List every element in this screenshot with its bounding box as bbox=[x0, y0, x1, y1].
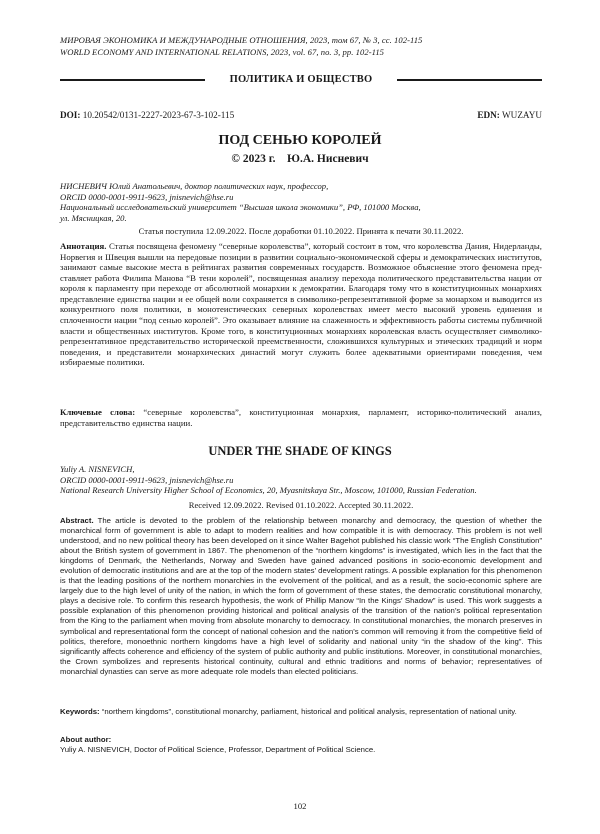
author-line: National Research University Higher School of Economics, 20, Myasnitskaya Str., Moscow, 101000, Russian Federation. bbox=[60, 485, 477, 496]
doi bbox=[60, 110, 234, 121]
keywords-en-label: Keywords: bbox=[60, 707, 100, 716]
author-info-ru bbox=[60, 181, 542, 223]
journal-header-ru: МИРОВАЯ ЭКОНОМИКА И МЕЖДУНАРОДНЫЕ ОТНОШЕНИЯ, 2023, том 67, № 3, сс. 102-115 bbox=[60, 35, 423, 45]
journal-header-en: WORLD ECONOMY AND INTERNATIONAL RELATIONS, 2023, vol. 67, no. 3, pp. 102-115 bbox=[60, 47, 385, 57]
keywords-ru-label: Ключевые слова: bbox=[60, 407, 136, 417]
keywords-ru bbox=[60, 407, 542, 428]
article-title-ru: ПОД СЕНЬЮ КОРОЛЕЙ bbox=[218, 133, 382, 148]
about-author-label: About author: bbox=[60, 735, 112, 744]
section-heading: ПОЛИТИКА И ОБЩЕСТВО bbox=[229, 74, 373, 85]
about-author bbox=[60, 735, 542, 755]
author-line: ул. Мясницкая, 20. bbox=[60, 212, 127, 223]
keywords-ru-text: “северные королевства”, конституционная монархия, парламент, историко-политический анализ, представительство единства нации. bbox=[60, 407, 542, 428]
abstract-en-label: Abstract. bbox=[60, 516, 94, 525]
author-line: Yuliy A. NISNEVICH, bbox=[60, 464, 135, 474]
abstract-en-text: The article is devoted to the problem of the relationship between monarchy and democracy, the question of whether the monarchical form of government is able to adapt to modern realities and how compatible it is with democracy. This problem is not well understood, and no new political theory has been developed on it since Walter Bagehot published his classic work “The English Constitution” about the British system of government in 1867. The phenomenon of the “northern kingdoms” is investigated, which lies in the fact that the kingdoms of Denmark, the Netherlands, Norway and Sweden have gained advanced positions in socio-economic development and evolution of democratic institutions and are at the top of the modern states’ development ratings. A possible explanation for this phenomenon is that the leading positions of the northern monarchies in the evolvement of the political, and as a result, the socio-economic sphere are largely due to the high level of unity of the nation, in which the form of government of these states, the democratic constitutional monarchy, plays a decisive role. To confirm this research hypothesis, the work of Phillip Manow “In the Kings’ Shadow” is used. This work suggests a possible explanation of this phenomenon providing historical and political analysis of the transition of the nation’s political representation from the King to the parliament when moving from absolute monarchy to democracy. In constitutional monarchies, the monarch preserves in symbolical and representational form the concept of national cohesion and the nation’s common will removing it from the competitive field of politics, therefore, monoethnic northern kingdoms have a high level of solidarity and national unity “in the shadow of the king”. This significantly affects coherence and efficiency of the system of public authority and public institutions. Moreover, in constitutional monarchies, the Crown symbolizes and represents historical continuity, cultural and ethnic traditions and norms of behavior; representatives of monarchial dynasties can serve as more adequate role models than elected politicians. bbox=[60, 516, 542, 676]
author-info-en bbox=[60, 464, 542, 496]
edn bbox=[477, 110, 542, 121]
abstract-ru-text: Статья посвящена феномену “северные королевства”, который состоит в том, что королевства Дания, Нидерланды, Норвегия и Швеция вышли на передовые позиции в развитии социально-экономической сферы и демократических институтов, занимают самые высокие места в рейтингах развития современных государств. Возможное объяснение этого феномена представляет работа Филипа Манова “В тени королей”, посвященная анализу перехода политического представительства нации от короля к парламенту при переходе от абсолютной монархии к демократии. Благодаря тому что в конституционных монархиях представление единства нации и ее общей воли сохраняется в символико-репрезентативной форме за монархом и выводится из конкурентного поля политики, в монотеистических северных королевствах имеет место высокий уровень единения и сплоченности нации “под сенью королей”. Это оказывает влияние на слаженность и эффективность работы системы публичной власти и общественных институтов. Кроме того, в конституционных монархиях королевская власть осуществляет символико-репрезентативное представительство исторической преемственности, сложившихся культурных и этических традиций и норм поведения, и представители монархических династий могут служить более адекватными ориентирами поведения, чем избираемые политики. bbox=[60, 241, 542, 368]
section-heading-row bbox=[60, 73, 542, 87]
doi-label: DOI: bbox=[60, 110, 81, 120]
page-number: 102 bbox=[293, 801, 307, 811]
abstract-ru bbox=[60, 241, 542, 368]
abstract-ru-label: Аннотация. bbox=[60, 241, 107, 251]
article-title-en: UNDER THE SHADE OF KINGS bbox=[208, 444, 392, 458]
keywords-en-text: “northern kingdoms”, constitutional monarchy, parliament, historical and political analysis, representation of national unity. bbox=[101, 707, 517, 716]
author-line: НИСНЕВИЧ Юлий Анатольевич, доктор политических наук, профессор, bbox=[60, 181, 329, 191]
dates-en: Received 12.09.2022. Revised 01.10.2022. Accepted 30.11.2022. bbox=[188, 500, 414, 510]
doi-value: 10.20542/0131-2227-2023-67-3-102-115 bbox=[82, 110, 235, 120]
edn-value: WUZAYU bbox=[502, 110, 542, 120]
article-byline: © 2023 г. Ю.А. Нисневич bbox=[231, 153, 369, 165]
author-line: ORCID 0000-0001-9911-9623, jnisnevich@hse.ru bbox=[60, 474, 234, 485]
section-rule-right bbox=[397, 79, 542, 81]
edn-label: EDN: bbox=[477, 110, 500, 120]
dates-ru: Статья поступила 12.09.2022. После доработки 01.10.2022. Принята к печати 30.11.2022. bbox=[138, 226, 464, 236]
abstract-en bbox=[60, 516, 542, 677]
author-line: ORCID 0000-0001-9911-9623, jnisnevich@hse.ru bbox=[60, 191, 234, 202]
about-author-text: Yuliy A. NISNEVICH, Doctor of Political Science, Professor, Department of Political Science. bbox=[60, 745, 376, 755]
author-line: Национальный исследовательский университет “Высшая школа экономики”, РФ, 101000 Москва, bbox=[60, 202, 421, 213]
keywords-en bbox=[60, 707, 542, 717]
